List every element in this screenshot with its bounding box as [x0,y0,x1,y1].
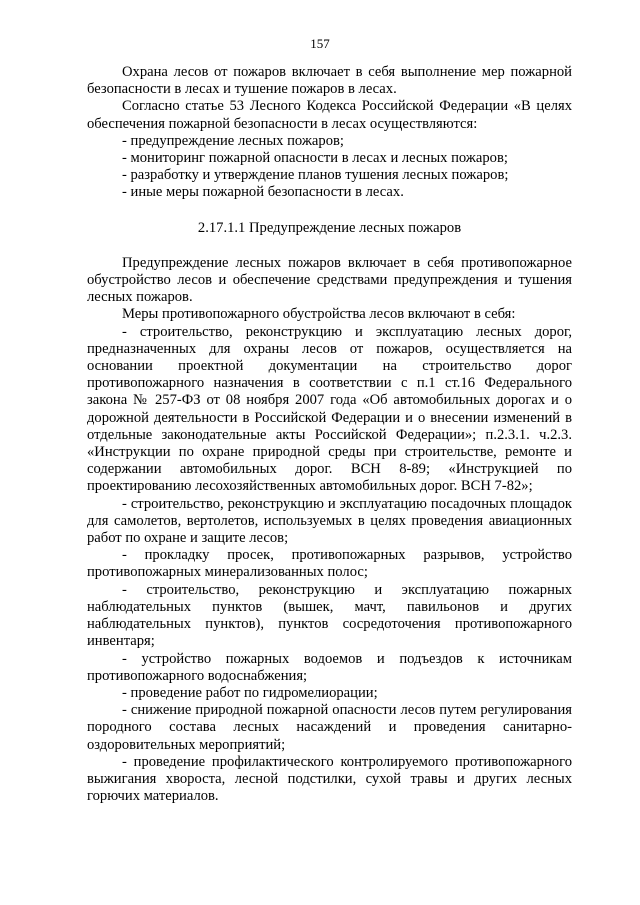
section-list-item: - проведение работ по гидромелиорации; [122,684,378,701]
section-list-item: - устройство пожарных водоемов и подъездов к источникам противопожарного водоснабжения; [87,650,572,684]
intro-paragraph-1: Охрана лесов от пожаров включает в себя выполнение мер пожарной безопасности в лесах и тушение пожаров в лесах. [87,64,572,98]
section-list-item: - строительство, реконструкцию и эксплуатацию лесных дорог, предназначенных для охраны лесов от пожаров, осуществляется на основании проектной документации на строительство дорог противопожарного назначения в соответствии с п.1 ст.16 Федерального закона № 257-ФЗ от 08 ноября 2007 года «Об автомобильных дорогах и о дорожной деятельности в Российской Федерации и о внесении изменений в отдельные законодательные акты Российской Федерации»; п.2.3.1. ч.2.3. «Инструкции по охране природной среды при строительстве, ремонте и содержании автомобильных дорог. ВСН 8-89; «Инструкцией по проектированию лесохозяйственных автомобильных дорог. ВСН 7-82»; [87,323,572,495]
section-list-item: - строительство, реконструкцию и эксплуатацию посадочных площадок для самолетов, вертолетов, используемых в целях проведения авиационных работ по охране и защите лесов; [87,495,572,547]
page-number: 157 [310,36,330,51]
section-paragraph: Предупреждение лесных пожаров включает в себя противопожарное обустройство лесов и обеспечение средствами предупреждения и тушения лесных пожаров. [87,254,572,306]
intro-paragraph-2: Согласно статье 53 Лесного Кодекса Российской Федерации «В целях обеспечения пожарной безопасности в лесах осуществляются: [87,98,572,132]
section-list-item: - снижение природной пожарной опасности лесов путем регулирования породного состава лесных насаждений и проведения санитарно-оздоровительных мероприятий; [87,702,572,753]
intro-list-item: - мониторинг пожарной опасности в лесах и лесных пожаров; [122,150,508,167]
intro-list-item: - разработку и утверждение планов тушения лесных пожаров; [122,167,509,184]
section-list-item: - прокладку просек, противопожарных разрывов, устройство противопожарных минерализованных полос; [87,547,572,581]
section-heading: 2.17.1.1 Предупреждение лесных пожаров [197,219,462,236]
section-paragraph: Меры противопожарного обустройства лесов включают в себя: [122,306,516,323]
section-list-item: - проведение профилактического контролируемого противопожарного выжигания хвороста, лесной подстилки, сухой травы и других лесных горючих материалов. [87,753,572,805]
section-list-item: - строительство, реконструкцию и эксплуатацию пожарных наблюдательных пунктов (вышек, мачт, павильонов и других наблюдательных пунктов), пунктов сосредоточения противопожарного инвентаря; [87,581,572,650]
intro-list-item: - иные меры пожарной безопасности в лесах. [122,184,404,201]
intro-list-item: - предупреждение лесных пожаров; [122,132,344,149]
page-content [87,64,572,805]
